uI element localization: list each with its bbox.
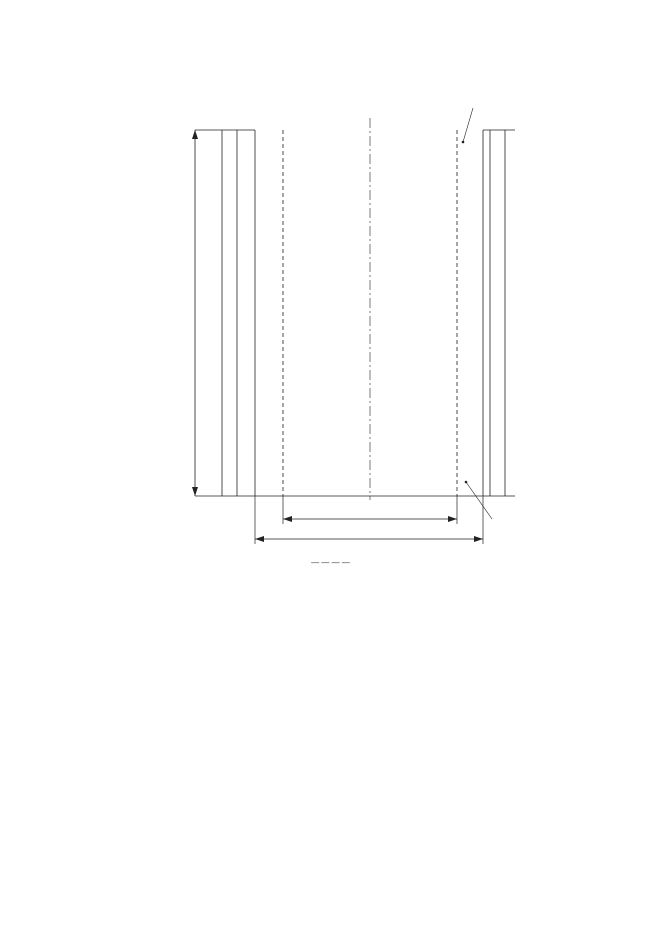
callout-4-leader bbox=[466, 482, 492, 519]
figure-legend: — — — — bbox=[311, 558, 350, 567]
callout-3-leader bbox=[463, 108, 473, 142]
